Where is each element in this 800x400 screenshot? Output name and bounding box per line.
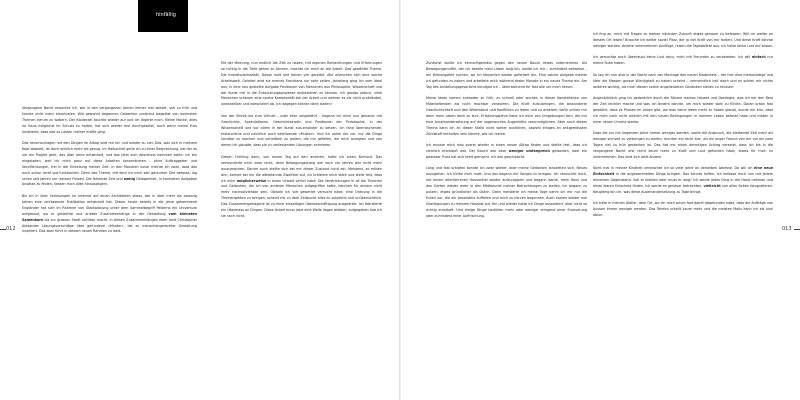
- paragraph: Ich musste mich also zuerst wieder in einen neuen Alltag finden und stellte fest, dass ich ziemlich erschöpft war. Der Bauch war zwar weniger umfangreich geworden, aber ein gewisser Frust hat sich breit gemacht. Ich war geschwächt.: [426, 143, 587, 159]
- paragraph: Das herumschlagen mit den Dingen im Alltag wird mir hin und wieder zu viel. Das, was sich in meinem Kopf abspielt, ist doch wirklich mehr als genug. Im Halbschlaf gehe ich zu einer Besprechung, bei der es um ein Projekt geht, das über Jahre entwickelt, und das jetzt zum Abschluss kommen sollte. Ich bin eingeladen, weil ich mich ganz auf diese Arbeiten konzentrieren – ohne Auftraggeber und Verpflichtungen, frei in der Einteilung meiner Zeit. In den Monaten zuvor meinte ich zwar, dass das auch schon recht gut funktioniert. Denn das Thema, mit dem ich mich seit geraumer Zeit befasse, lag schon seit Jahren vor meinen Füssen. Die fehlende Zeit und wenig Gelegenheit, in konkreten Aufgaben Ansätze zu finden, liessen mich alles hinauszögern.: [22, 141, 197, 187]
- paragraph: Ich trete in meinen Atelier, dem Ort, wo ich mich schon fast damit abgefunden habe, dass die Aufträge von Aussen immer weniger werden. Das Telefon schellt kaum mehr und die meisten Mails kann ich als Junk ablun.: [593, 201, 773, 218]
- paragraph: Meine Ideen kamen entweder zu früh, zu schnell oder wurden in dieser Konstellation von Mitarbeitenden als nicht machbar verworfen. Die Kraft aufzubringen, die bewunderte Geschicklichkeit und den Widerstand und Konflikten zu leben und zu arbeiten, dafür schien mir dann mein Leben doch zu kurz. Erfahrungsjahre habe ich mich von Umgebungen fern, die mir eine Auseinandersetzung auf der sogenannten Augenhöhe verunmöglichen. Aber auch dieses Thema kann ich an dieser Stelle nicht weiter ausführen, obwohl einiges an zeitgemässem Zündstoff enthalten sein könnte, wie ich meine.: [426, 96, 587, 136]
- paragraph: Zunächst wollte ich vernunftgemäss gegen den neuen Bauch etwas unternehmen. Als Bewegungsmuffel, der ich bereits mein Leben lang bin, wollte ich mir – zumindest zeitweise – ein Wirkungsfeld suchen, wo ich körperlich wieder gefordert bin. Eine solche Aufgabe meinte ich gefunden zu haben und arbeitete mich während dreier Monate in ein neues Thema ein. Am Tag des Anstellungsgesprächs kündigte ich – überraschend für fast alle um mich herum.: [426, 61, 587, 89]
- gutter: [399, 0, 401, 400]
- paragraph: So lag ich nun also in der Nacht nach der Montage des neuen Klodeckels – der hier eine merkwürdige und über die Massen grosse Wichtigkeit zu haben scheint – vermeintlich hell wach und es schien mir nichts anderes wichtig, als mich diesen vorhin angedeuteten Gedanken stellen zu müssen.: [593, 72, 773, 89]
- chapter-label: hinfällig: [156, 12, 176, 18]
- paragraph: Ich fing an, mich mit Fragen zu meiner nächsten Zukunft etwas genauer zu befassen. Will ich weiter an diesem Ort leben? Brauche ich weiter soviel Platz, der ja viel Kraft von mir fordert. Und diese Kraft könnte weniger werden. Andere unternehmen Ausflüge, reisen die Tagesblätte aus. Ich hatte keine Lust auf sowas.: [593, 32, 773, 48]
- paragraph: Diesen Frühling dann, von einem Tag auf den anderen, hatte ich einen Burnout. Das verwunderte mich zwar nicht, denn Bewegungsdrang wie noch vor Jahren war nicht mehr auszumachen. Darum auch stellte sich bei mir dieser Zustand nicht ein. Meistens, so mitten drin, kommt bei mir die altbekannte Zweifelei auf, ich kritisiere mich stark und stelle fest, dass ich mich möglicherweise in einen Urwald verirrt habe. Die Verstrickungen in all die Theorien und Gedanken, die ich von anderen Menschen aufgegriffen hatte, könnten für andere nicht mehr nachvollziehbar sein. Obwohl ich viel gewertet versucht habe, eine Ordnung in die Themenwelten zu bringen, scheint mir zu dem Zeitpunkt alles zu subjektiv und unübersichtlich. Das Zusammengetragene ist zu einer einseitigen Überbeschäftigung ausgeartet. Ich fabrizierte ein Übermass an Dingen. Diese Arbeit muss jetzt eine Weile liegen bleiben, aufgegeben hab ich sie noch nicht.: [221, 154, 382, 218]
- paragraph: Nicht mal in meiner Kindheit verbrachte ich so viele Jahre an derselben Adresse. Da will ich eine neue Einfachheit in die angesammelten Dinge bringen. Das könnte helfen. Ich befasse mich nun mit jedem einzelnen Gegenstand. Soll er bleiben oder muss er weg? Ich werde jedes Ding in die Hand nehmen und einen klaren Entscheid finden. Ich werde es genauer betrachten, vielleicht von allen Seiten fotografieren. Neugierig bin ich, was diese Auseinandersetzung zu Tage bringt.: [593, 166, 774, 194]
- column-3: [426, 61, 587, 220]
- paragraph: Lang und fast schlafen konnte ich zwar wieder, aber meine Gedanken strudelten sich, Neues anzugehen. Ich fühlte mich matt. Und das begann mir Sorgen zu bringen. Ich versuchte mich, mit einem alterfahrenen Hausmittel wieder aufzurappeln und begann damit, mein Haus und den Garten wieder mehr in den Mittelpunkt meiner Betrachtungen zu stellen. Ich begann zu putzen, etwas gründlicher als üblich. Dann meisterte ich meine Tage nahm ich mir nur die Ecken vor, die mir besonders auffielen und mich zu nerven begannen. Auch kamen wieder mal Überlegungen zu meinem Hausrat auf. Hin und wieder hatte ich Dinge aussortiert, aber nicht so richtig ernsthaft. Und einige Dinge bedürfen mehr oder weniger dringend einer Erneuerung oder zumindest einer Auffrischung.: [426, 166, 587, 218]
- paragraph: Von der Skizze bis zum Urknall – oder eher umgekehrt – begann ich mich nun genauer mit Geschichte, Spekulationen, Geschichtsinseln und Positionen der Philosophie, in der Wissenschaft und vor allem in der Kunst aus-einander zu setzen. Ich fand überraschende, erstaunliche und natürlich auch betrübende «Muster». Und ich nahm mir vor, nur die Dinge sichtbar zu machen und vermitteln zu wollen, die mir gefielen, die mich anregten und von denen ich glaubte, dass sie zu umfassenden Lösungen animieren.: [221, 113, 382, 148]
- column-2: [221, 61, 382, 220]
- paragraph: Augenblicklich ging ich gedanklich durch die Räume meines Hauses und überlegte, was ich mir den Rest der Zeit leichter mache und was ich ändern könnte, um mich wieder wohl zu fühlen. Daran schon fast gewöhnt, dass es Phasen im Leben gibt, wo man keine Ideen mehr zu haben glaubt, wurde mir klar, dass ich mich noch nicht wirklich mit den neuen Bedingungen in meinem Leben befasst habe und mitten in einer neuen Unruhe stecke.: [593, 96, 773, 124]
- page-number-left: 012: [6, 226, 16, 232]
- page-number-right: 013: [782, 226, 792, 232]
- column-4: [593, 32, 773, 219]
- paragraph: Mit der Meinung, nun endlich die Zeit zu haben, mit eigenen Betrachtungen und Erfahrungen so richtig in die Tiefe gehen zu können, machte ich mich an die Arbeit. Das gewählte Thema, Die Interdisziplinarität, Davon wird seit Jahren viel geredet. Alle wünschen sich eine solche Arbeitswelt. Geleitet wird sie meines Erachtens nur sehr selten. Jahrelang ging ich vom Ideal aus, in eine neu gestellte Aufgabe Positionen von Menschen aus Philosophie, Wissenschaft und der Kunst mit in die Entwicklungsprozesse einbeziehen zu können. Ich glaube jedoch, viele Menschen scheuen eine solche Komplexität bei der Arbeit und wehren es als nicht praktikabel, unbezahlbar und kompliziert ab. Ich dagegen könnte darin baden!: [221, 61, 382, 107]
- paragraph: Ich versuchte auch überhaupt keine Lust dazu, mich mit Freunden zu verabreden. Ich will einfach nur meine Ruhe haben.: [593, 55, 773, 66]
- paragraph: Dass die vor mir liegenden Jahre immer weniger werden, sowie die Anspruch, die bleibende Zeit mehr als weniger sinnvoll zu verbringen zu wollen, murrten ein recht klar, als ein enger Freund von mir vor ein paar Tagen viel zu früh gestorben ist. Das hat mir einen derartigen Schlag versetzt, dass ich bis in die vergangene Nacht erst recht kaum mehr zu Kraft und Lust gefunden habe, etwas für mich zu unternehmen. Das wird sich jetzt ändern.: [593, 131, 773, 159]
- paragraph: Vergangene Nacht erwachte ich, wie in den vergangenen Jahren immer mal wieder, viel zu früh und konnte nicht mehr einschlafen. Wie gewohnt begannen Gedanken zunächst losgelöst von konkreten Themen herum zu wabern. Der Klodeckel tauchte wieder auf und ich ärgerte mich. Meine Macke, alles im Haus möglichst im Schuss zu halten, hat sich wieder mal durchgesetzt, auch wenn meine Frau insistierte, dass das zu Lasten meiner Kräfte ging.: [22, 106, 197, 134]
- paragraph: Bis ich in über Vorlesungen im Internet auf einen Architekten stiess, der in über mehr als zwanzig Jahren eine umfassende Publikation entwickelt hat. Dieser heute bereits in die Jahre gekommene Engländer hat sich im Rahmen von Stadtplanung unter dem Sammelbegriff Patterns ein Universum aufgebaut, wo er gedachte und erlebte Zusammenhänge in der Gestaltung vom kleinsten Samenkorn bis zur grossen Stadt sichtbar macht. In diesen Zusammenhängen eben fand Christopher Alexander Lösungsvorschläge über gefundene «Muster», die zu menschengerechter Gestaltung inspiriert. Das aber führt in diesem neuen Rahmen zu weit.: [22, 193, 197, 234]
- column-1: [22, 106, 197, 235]
- chapter-tab: [138, 0, 188, 32]
- right-edge-mark: [794, 229, 800, 230]
